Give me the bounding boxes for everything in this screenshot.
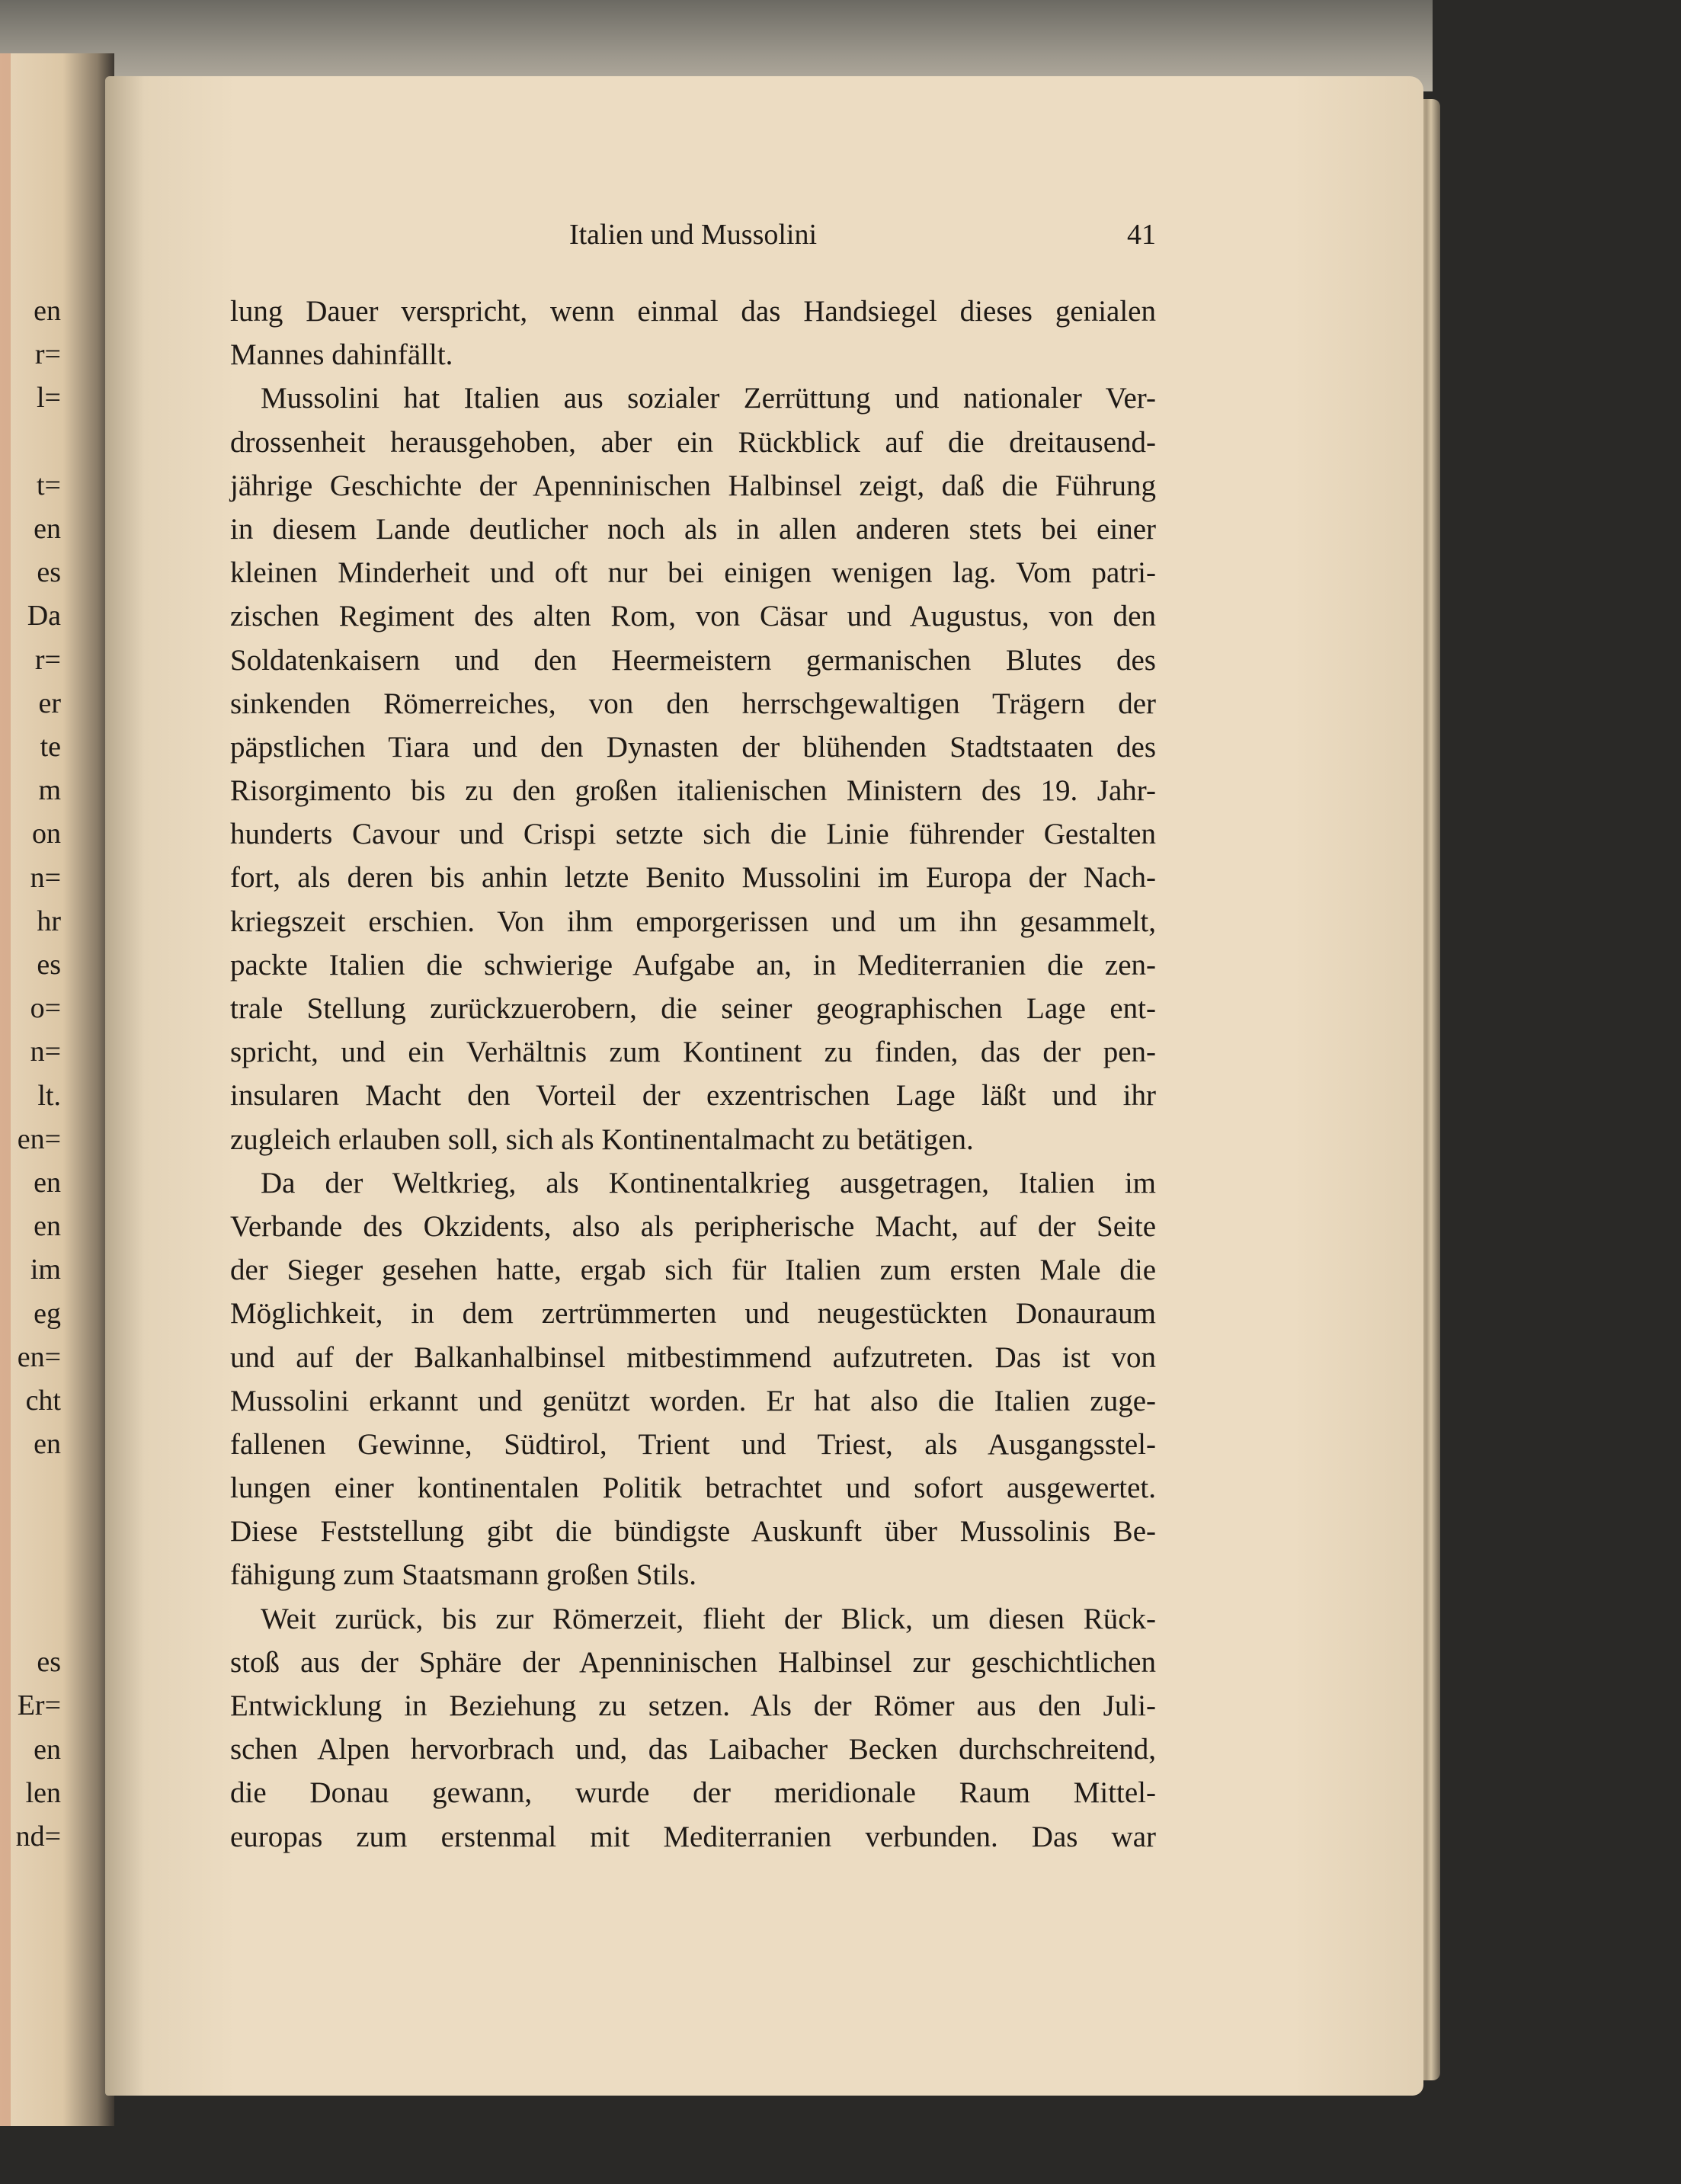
left-page-fragment: es	[37, 1646, 61, 1679]
text-line: der Sieger gesehen hatte, ergab sich für Italien zum ersten Male die	[230, 1254, 1156, 1287]
text-line: Möglichkeit, in dem zertrümmerten und neugestückten Donauraum	[230, 1297, 1156, 1331]
text-line: fähigung zum Staatsmann großen Stils.	[230, 1558, 697, 1592]
text-line: zischen Regiment des alten Rom, von Cäsar und Augustus, von den	[230, 600, 1156, 633]
page-number: 41	[1127, 219, 1156, 251]
left-page-fragment: en	[34, 513, 61, 545]
left-page-fragment: cht	[25, 1385, 61, 1417]
text-line: Soldatenkaisern und den Heermeistern germanischen Blutes des	[230, 643, 1156, 677]
left-page-fragment: es	[37, 949, 61, 981]
left-page-fragment: en	[34, 1210, 61, 1243]
running-header	[230, 218, 1156, 264]
left-page-fragment: on	[32, 818, 61, 850]
text-line: sinkenden Römerreiches, von den herrschgewaltigen Trägern der	[230, 687, 1156, 720]
left-page-fragment: l=	[37, 382, 61, 415]
text-line: hunderts Cavour und Crispi setzte sich die Linie führender Gestalten	[230, 818, 1156, 851]
left-page-fragment: en	[34, 1428, 61, 1461]
text-line: Mannes dahinfällt.	[230, 338, 453, 372]
text-line: fallenen Gewinne, Südtirol, Trient und Triest, als Ausgangsstel-	[230, 1427, 1156, 1461]
text-line: Risorgimento bis zu den großen italienischen Ministern des 19. Jahr-	[230, 774, 1156, 808]
text-line: trale Stellung zurückzuerobern, die seiner geographischen Lage ent-	[230, 992, 1156, 1025]
text-line: die Donau gewann, wurde der meridionale Raum Mittel-	[230, 1776, 1156, 1810]
left-page-fragment: m	[38, 774, 61, 807]
text-line: schen Alpen hervorbrach und, das Laibacher Becken durchschreitend,	[230, 1733, 1156, 1766]
text-line: spricht, und ein Verhältnis zum Kontinent zu finden, das der pen-	[230, 1036, 1156, 1069]
left-page-fragment: eg	[34, 1297, 61, 1330]
left-page-fragment: len	[25, 1776, 61, 1809]
left-page-fragment	[0, 421, 61, 464]
left-page-fragment: lt.	[37, 1079, 61, 1112]
left-page-fragment: en	[34, 1167, 61, 1199]
left-page-fragment: en	[34, 1733, 61, 1766]
text-line: und auf der Balkanhalbinsel mitbestimmend aufzutreten. Das ist von	[230, 1340, 1156, 1374]
left-page-fragment: en	[34, 295, 61, 327]
left-page-fragment: t=	[37, 469, 61, 501]
text-line: jährige Geschichte der Apenninischen Halbinsel zeigt, daß die Führung	[230, 469, 1156, 502]
text-line: päpstlichen Tiara und den Dynasten der blühenden Stadtstaaten des	[230, 730, 1156, 764]
text-line: Mussolini erkannt und genützt worden. Er hat also die Italien zuge-	[230, 1384, 1156, 1417]
text-line: Da der Weltkrieg, als Kontinentalkrieg ausgetragen, Italien im	[261, 1166, 1156, 1199]
text-line: kriegszeit erschien. Von ihm emporgerissen und um ihn gesammelt,	[230, 905, 1156, 938]
left-page-fragment: n=	[30, 1036, 61, 1068]
text-line: lungen einer kontinentalen Politik betrachtet und sofort ausgewertet.	[230, 1471, 1156, 1505]
left-page-fragment	[0, 1510, 61, 1554]
text-line: insularen Macht den Vorteil der exzentrischen Lage läßt und ihr	[230, 1079, 1156, 1113]
text-line: europas zum erstenmal mit Mediterranien verbunden. Das war	[230, 1820, 1156, 1853]
left-page-fragment: en=	[17, 1122, 61, 1155]
left-page-fragment: er	[38, 687, 61, 719]
left-page-fragment	[0, 1597, 61, 1641]
body-text	[230, 290, 1156, 1859]
text-line: lung Dauer verspricht, wenn einmal das Handsiegel dieses genialen	[230, 295, 1156, 328]
text-line: Diese Feststellung gibt die bündigste Auskunft über Mussolinis Be-	[230, 1515, 1156, 1548]
left-page-fragment: r=	[34, 643, 61, 676]
left-page-fragment: Er=	[17, 1689, 61, 1722]
left-page-fragment: hr	[37, 905, 61, 937]
left-page-fragment	[0, 1466, 61, 1510]
left-page-fragment: r=	[34, 338, 61, 371]
left-page-fragment: im	[30, 1254, 61, 1286]
running-title: Italien und Mussolini	[568, 219, 818, 251]
text-line: Mussolini hat Italien aus sozialer Zerrüttung und nationaler Ver-	[261, 382, 1156, 415]
text-line: Entwicklung in Beziehung zu setzen. Als der Römer aus den Juli-	[230, 1689, 1156, 1722]
text-line: kleinen Minderheit und oft nur bei einigen wenigen lag. Vom patri-	[230, 556, 1156, 590]
left-page-fragment: Da	[27, 600, 61, 632]
left-page-fragment: nd=	[15, 1821, 61, 1853]
left-page-fragment	[0, 1554, 61, 1597]
left-page-fragment: es	[37, 556, 61, 589]
text-line: stoß aus der Sphäre der Apenninischen Halbinsel zur geschichtlichen	[230, 1645, 1156, 1679]
text-line: fort, als deren bis anhin letzte Benito Mussolini im Europa der Nach-	[230, 861, 1156, 895]
text-line: Verbande des Okzidents, also als peripherische Macht, auf der Seite	[230, 1209, 1156, 1243]
text-line: drossenheit herausgehoben, aber ein Rückblick auf die dreitausend-	[230, 425, 1156, 459]
text-line: zugleich erlauben soll, sich als Kontinentalmacht zu betätigen.	[230, 1122, 974, 1156]
left-page-fragment: n=	[30, 861, 61, 894]
text-line: packte Italien die schwierige Aufgabe an, in Mediterranien die zen-	[230, 948, 1156, 982]
left-page-fragment: en=	[17, 1340, 61, 1373]
text-line: Weit zurück, bis zur Römerzeit, flieht der Blick, um diesen Rück-	[261, 1602, 1156, 1635]
left-page-fragment: te	[40, 731, 61, 763]
text-line: in diesem Lande deutlicher noch als in allen anderen stets bei einer	[230, 512, 1156, 546]
left-page-fragment: o=	[30, 992, 61, 1025]
